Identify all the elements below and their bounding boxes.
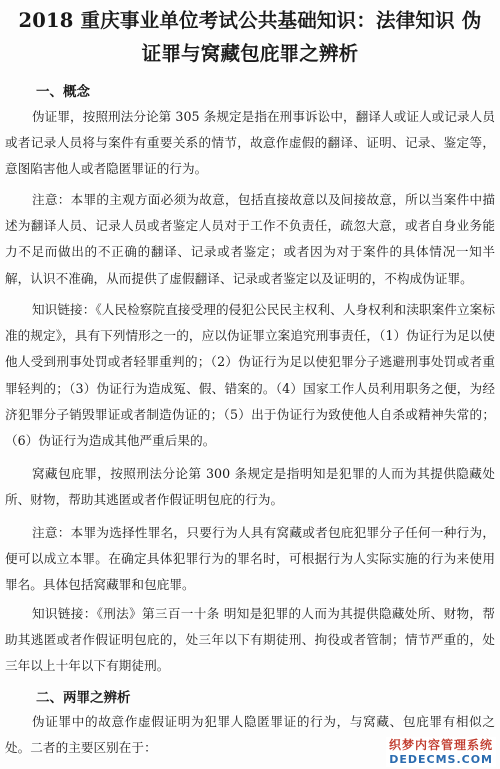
watermark-en-text: DEDECMS.COM	[389, 753, 493, 766]
paragraph-harboring-definition: 窝藏包庇罪，按照刑法分论第 300 条规定是指明知是犯罪的人而为其提供隐藏处所、财物，帮助其逃匿或者作假证明包庇的行为。	[5, 466, 495, 508]
title-line-1: 2018 重庆事业单位考试公共基础知识：法律知识 伪	[18, 9, 482, 32]
watermark-cn-text: 织梦内容管理系统	[388, 738, 493, 752]
section-heading-distinction: 二、两罪之辨析	[36, 690, 131, 706]
paragraph-perjury-note: 注意：本罪的主观方面必须为故意，包括直接故意以及间接故意，所以当案件中描述为翻译人员、记录人员或者鉴定人员对于工作不负责任，疏忽大意，或者自身业务能力不足而做出的不正确的翻译、记录或者鉴定；或者因为对于案件的具体情况一知半解，认识不准确，从而提供了虚假翻译、记录或者鉴定以及证明的，不构成伪证罪。	[5, 192, 495, 286]
section-heading-concept: 一、概念	[36, 84, 90, 100]
paragraph-distinction-intro: 伪证罪中的故意作虚假证明为犯罪人隐匿罪证的行为，与窝藏、包庇罪有相似之处。二者的主要区别在于：	[5, 714, 495, 756]
watermark	[386, 737, 496, 767]
paragraph-harboring-knowledge-link: 知识链接：《刑法》第三百一十条 明知是犯罪的人而为其提供隐藏处所、财物，帮助其逃匿或者作假证明包庇的，处三年以下有期徒刑、拘役或者管制；情节严重的，处三年以上十年以下有期徒刑。	[5, 606, 495, 674]
title-line-2: 证罪与窝藏包庇罪之辨析	[141, 42, 359, 65]
paragraph-perjury-definition: 伪证罪，按照刑法分论第 305 条规定是指在刑事诉讼中，翻译人或证人或记录人员或者记录人员将与案件有重要关系的情节，故意作虚假的翻译、证明、记录、鉴定等，意图陷害他人或者隐匿罪证的行为。	[5, 109, 495, 177]
paragraph-harboring-note: 注意：本罪为选择性罪名，只要行为人具有窝藏或者包庇犯罪分子任何一种行为，便可以成立本罪。在确定具体犯罪行为的罪名时，可根据行为人实际实施的行为来使用罪名。具体包括窝藏罪和包庇罪。	[5, 525, 495, 593]
document-title	[0, 4, 500, 70]
paragraph-perjury-knowledge-link: 知识链接：《人民检察院直接受理的侵犯公民民主权利、人身权利和渎职案件立案标准的规定》，具有下列情形之一的，应以伪证罪立案追究刑事责任，（1）伪证行为足以使他人受到刑事处罚或者轻罪重判的；（2）伪证行为足以使犯罪分子逃避刑事处罚或者重罪轻判的；（3）伪证行为造成冤、假、错案的。（4）国家工作人员利用职务之便，为经济犯罪分子销毁罪证或者制造伪证的；（5）出于伪证行为致使他人自杀或精神失常的；（6）伪证行为造成其他严重后果的。	[5, 302, 495, 449]
